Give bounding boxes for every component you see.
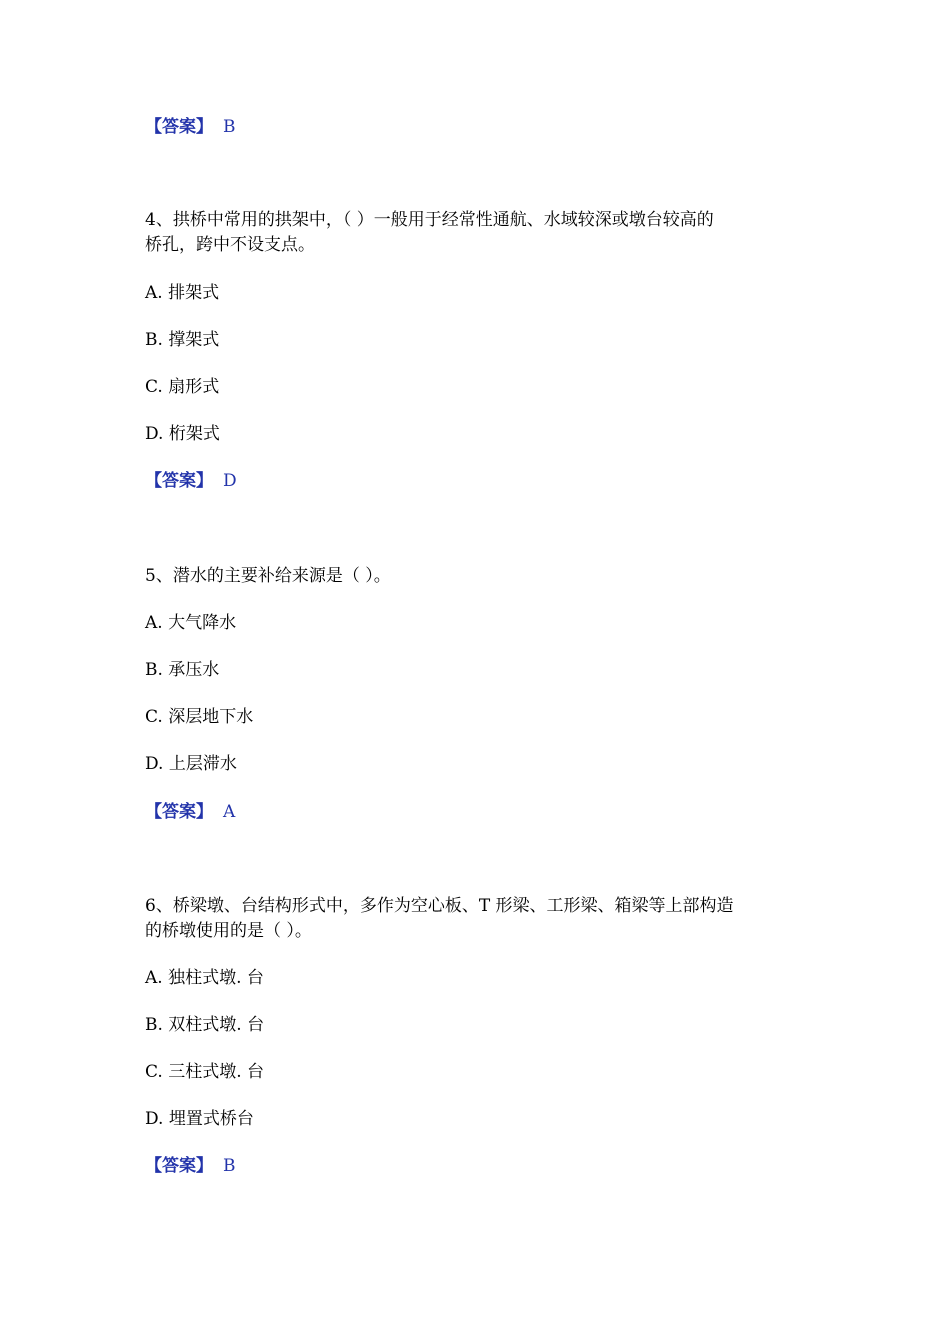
answer-value: B bbox=[223, 117, 236, 137]
question-6-option-c: C. 三柱式墩. 台 bbox=[145, 1062, 265, 1082]
question-5-option-c: C. 深层地下水 bbox=[145, 707, 254, 727]
question-6-option-b: B. 双柱式墩. 台 bbox=[145, 1015, 265, 1035]
answer-label: 【答案】 bbox=[145, 802, 213, 822]
question-5-option-b: B. 承压水 bbox=[145, 660, 220, 680]
question-4-option-b: B. 撑架式 bbox=[145, 330, 220, 350]
question-6-option-a: A. 独柱式墩. 台 bbox=[145, 968, 264, 988]
answer-line-prev bbox=[145, 116, 236, 138]
question-6-stem-line-1: 6、桥梁墩、台结构形式中，多作为空心板、T 形梁、工形梁、箱梁等上部构造 bbox=[145, 896, 734, 916]
answer-label: 【答案】 bbox=[145, 471, 213, 491]
question-6-stem-line-2: 的桥墩使用的是（ ）。 bbox=[145, 921, 312, 941]
question-4-option-c: C. 扇形式 bbox=[145, 377, 220, 397]
question-6-answer bbox=[145, 1155, 236, 1177]
question-4-option-d: D. 桁架式 bbox=[145, 424, 220, 444]
answer-value: B bbox=[223, 1156, 236, 1176]
question-5-option-a: A. 大气降水 bbox=[145, 613, 237, 633]
question-5-answer bbox=[145, 801, 235, 823]
question-6-option-d: D. 埋置式桥台 bbox=[145, 1109, 254, 1129]
answer-label: 【答案】 bbox=[145, 117, 213, 137]
answer-value: A bbox=[223, 802, 236, 822]
question-5-option-d: D. 上层滞水 bbox=[145, 754, 237, 774]
question-5-stem-line-1: 5、潜水的主要补给来源是（ ）。 bbox=[145, 566, 391, 586]
question-4-answer bbox=[145, 470, 237, 492]
answer-value: D bbox=[223, 471, 237, 491]
question-4-stem-line-1: 4、拱桥中常用的拱架中，（ ）一般用于经常性通航、水域较深或墩台较高的 bbox=[145, 210, 714, 230]
question-4-stem-line-2: 桥孔，跨中不设支点。 bbox=[145, 235, 315, 255]
answer-label: 【答案】 bbox=[145, 1156, 213, 1176]
question-4-option-a: A. 排架式 bbox=[145, 283, 220, 303]
